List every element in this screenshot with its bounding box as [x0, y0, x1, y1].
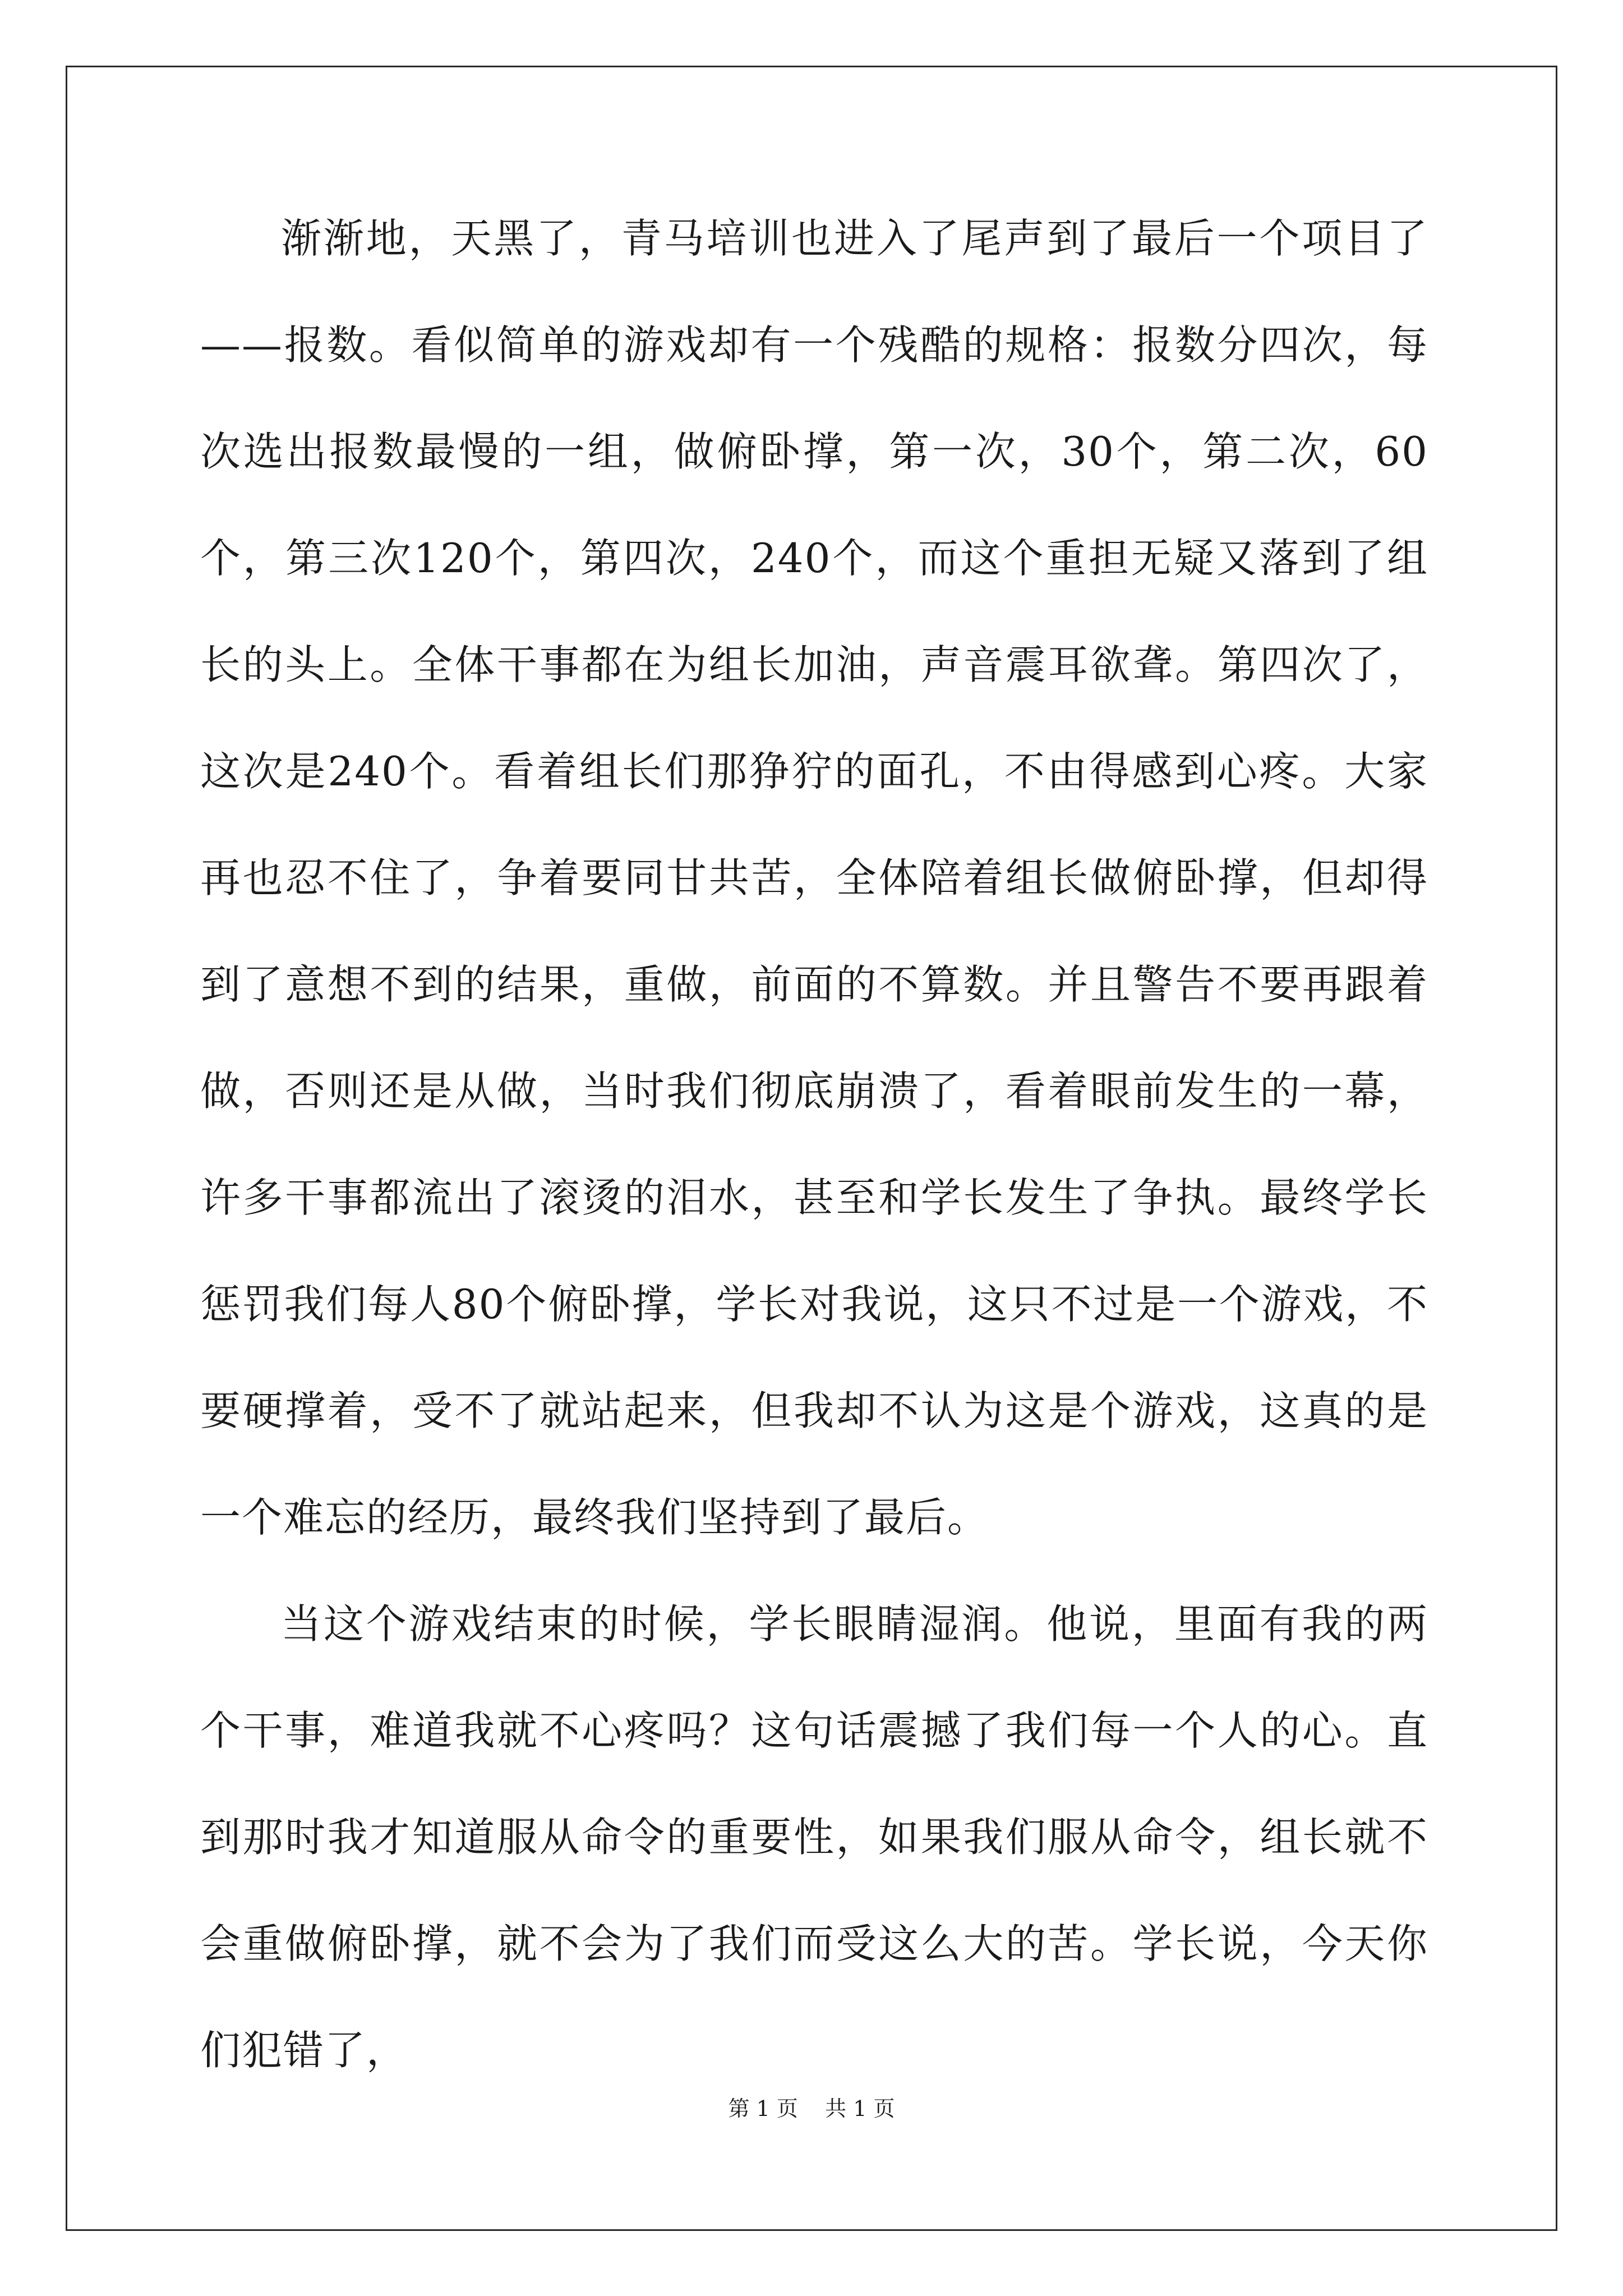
page-number-footer: 第 1 页 共 1 页	[728, 2096, 895, 2121]
document-body	[200, 185, 1428, 2104]
paragraph: 渐渐地，天黑了，青马培训也进入了尾声到了最后一个项目了——报数。看似简单的游戏却有一个残酷的规格：报数分四次，每次选出报数最慢的一组，做俯卧撑，第一次，30个，第二次，60个，第三次120个，第四次，240个，而这个重担无疑又落到了组长的头上。全体干事都在为组长加油，声音震耳欲聋。第四次了，这次是240个。看着组长们那狰狞的面孔，不由得感到心疼。大家再也忍不住了，争着要同甘共苦，全体陪着组长做俯卧撑，但却得到了意想不到的结果，重做，前面的不算数。并且警告不要再跟着做，否则还是从做，当时我们彻底崩溃了，看着眼前发生的一幕，许多干事都流出了滚烫的泪水，甚至和学长发生了争执。最终学长惩罚我们每人80个俯卧撑，学长对我说，这只不过是一个游戏，不要硬撑着，受不了就站起来，但我却不认为这是个游戏，这真的是一个难忘的经历，最终我们坚持到了最后。	[200, 215, 1428, 1541]
paragraph: 当这个游戏结束的时候，学长眼睛湿润。他说，里面有我的两个干事，难道我就不心疼吗？这句话震撼了我们每一个人的心。直到那时我才知道服从命令的重要性，如果我们服从命令，组长就不会重做俯卧撑，就不会为了我们而受这么大的苦。学长说，今天你们犯错了，	[200, 1600, 1428, 2074]
